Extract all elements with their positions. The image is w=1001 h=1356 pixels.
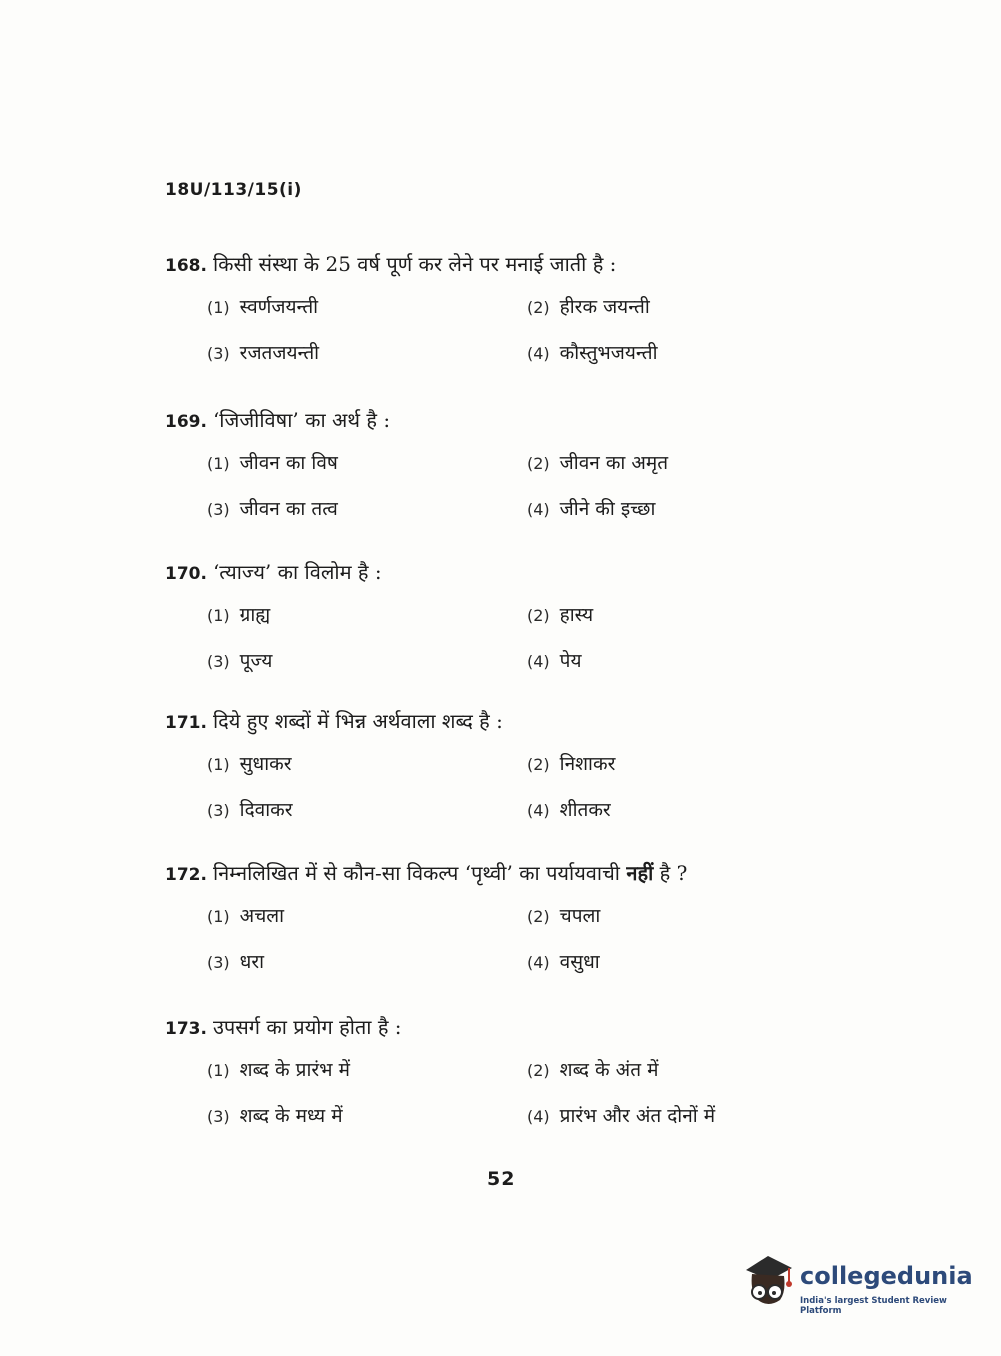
question-171 [165,707,825,822]
option-1: (1) ग्राह्य [207,601,527,627]
collegedunia-watermark[interactable] [740,1248,973,1318]
option-3: (3) रजतजयन्ती [207,339,527,365]
option-text: रजतजयन्ती [239,342,320,364]
student-mascot-icon [740,1248,798,1312]
question-text: उपसर्ग का प्रयोग होता है : [212,1015,402,1039]
question-173 [165,1013,825,1128]
options-grid [207,1056,825,1128]
option-text: कौस्तुभजयन्ती [559,342,658,364]
option-text: अचला [239,905,285,927]
option-4: (4) वसुधा [527,948,847,974]
option-3: (3) पूज्य [207,647,527,673]
question-text: ‘त्याज्य’ का विलोम है : [212,560,382,584]
option-2: (2) शब्द के अंत में [527,1056,847,1082]
question-stem [165,250,825,277]
option-text: हास्य [559,604,594,626]
option-text: प्रारंभ और अंत दोनों में [559,1105,716,1127]
option-text: ग्राह्य [239,604,271,626]
brand-tagline: India's largest Student Review Platform [800,1296,947,1316]
option-text: चपला [559,905,601,927]
question-stem [165,406,825,433]
option-text: पेय [559,650,582,672]
option-text: धरा [239,951,265,973]
option-4: (4) प्रारंभ और अंत दोनों में [527,1102,847,1128]
options-grid [207,750,825,822]
option-2: (2) जीवन का अमृत [527,449,847,475]
brand-name: collegedunia [800,1262,973,1290]
option-text: निशाकर [559,753,616,775]
option-2: (2) चपला [527,902,847,928]
question-number: 168. [165,256,207,276]
options-grid [207,601,825,673]
options-grid [207,293,825,365]
question-number: 173. [165,1019,207,1039]
question-172 [165,859,825,974]
option-text: स्वर्णजयन्ती [239,296,319,318]
option-3: (3) शब्द के मध्य में [207,1102,527,1128]
option-1: (1) स्वर्णजयन्ती [207,293,527,319]
question-168 [165,250,825,365]
option-2: (2) हास्य [527,601,847,627]
question-text: निम्नलिखित में से कौन-सा विकल्प ‘पृथ्वी’ का पर्यायवाची [212,861,620,885]
options-grid [207,902,825,974]
option-3: (3) दिवाकर [207,796,527,822]
question-number: 170. [165,564,207,584]
option-1: (1) जीवन का विष [207,449,527,475]
question-number: 171. [165,713,207,733]
option-1: (1) शब्द के प्रारंभ में [207,1056,527,1082]
question-170 [165,558,825,673]
option-text: जीवन का तत्व [239,498,338,520]
option-2: (2) हीरक जयन्ती [527,293,847,319]
question-stem [165,1013,825,1040]
question-stem [165,859,825,886]
question-169 [165,406,825,521]
option-4: (4) कौस्तुभजयन्ती [527,339,847,365]
option-text: शीतकर [559,799,611,821]
option-4: (4) जीने की इच्छा [527,495,847,521]
option-text: शब्द के मध्य में [239,1105,343,1127]
paper-code: 18U/113/15(i) [165,180,302,200]
option-text: सुधाकर [239,753,292,775]
option-2: (2) निशाकर [527,750,847,776]
question-number: 169. [165,412,207,432]
page-number: 52 [487,1168,516,1190]
question-number: 172. [165,865,207,885]
options-grid [207,449,825,521]
option-3: (3) धरा [207,948,527,974]
question-text-end: है ? [659,861,688,885]
question-text: किसी संस्था के 25 वर्ष पूर्ण कर लेने पर मनाई जाती है : [212,252,617,276]
option-1: (1) अचला [207,902,527,928]
question-stem [165,558,825,585]
option-text: पूज्य [239,650,273,672]
option-text: दिवाकर [239,799,293,821]
option-text: हीरक जयन्ती [559,296,650,318]
option-4: (4) शीतकर [527,796,847,822]
option-1: (1) सुधाकर [207,750,527,776]
option-text: शब्द के अंत में [559,1059,659,1081]
question-text: दिये हुए शब्दों में भिन्न अर्थवाला शब्द है : [212,709,503,733]
question-text: ‘जिजीविषा’ का अर्थ है : [212,408,391,432]
option-4: (4) पेय [527,647,847,673]
option-3: (3) जीवन का तत्व [207,495,527,521]
question-emphasis: नहीं [626,861,654,885]
option-text: जीने की इच्छा [559,498,656,520]
option-text: जीवन का विष [239,452,338,474]
option-text: जीवन का अमृत [559,452,669,474]
option-text: वसुधा [559,951,600,973]
question-stem [165,707,825,734]
option-text: शब्द के प्रारंभ में [239,1059,350,1081]
